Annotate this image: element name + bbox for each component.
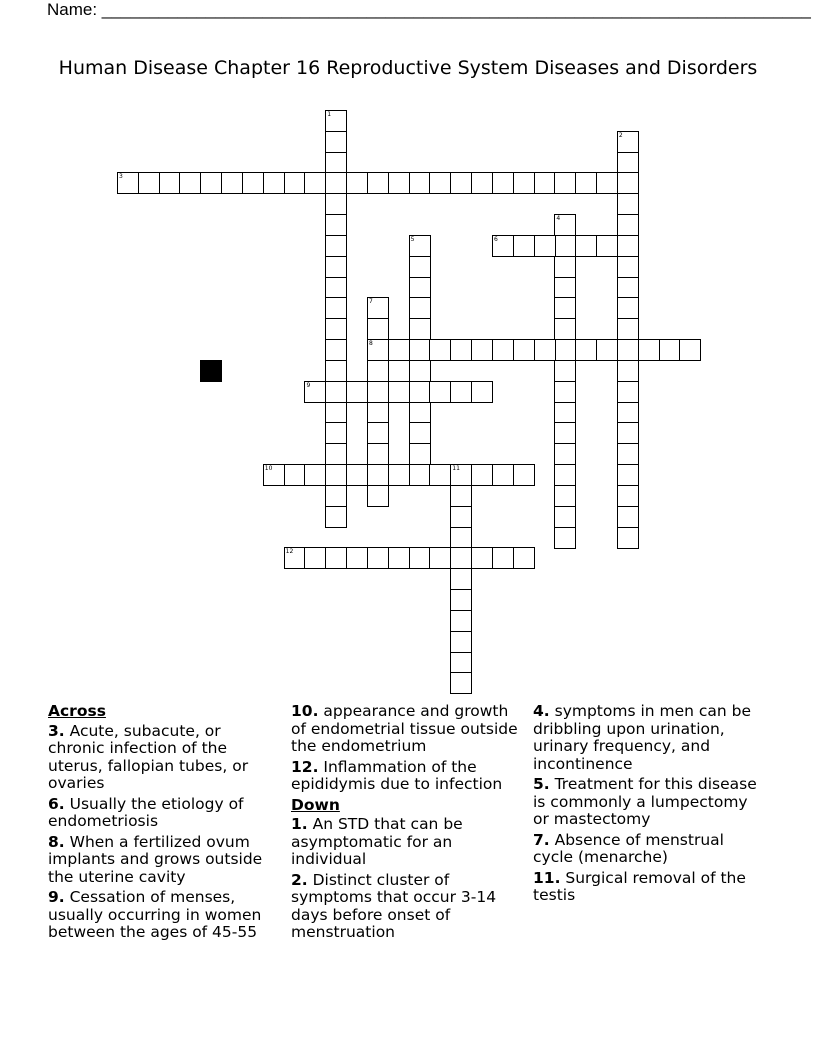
grid-cell[interactable] [325,464,347,486]
grid-cell[interactable] [554,277,576,299]
grid-cell[interactable] [554,318,576,340]
clue-text: Surgical removal of the testis [533,868,746,904]
grid-cell[interactable] [617,464,639,486]
grid-cell[interactable] [554,443,576,465]
grid-cell[interactable] [409,402,431,424]
grid-cell[interactable] [471,381,493,403]
grid-cell[interactable] [471,339,493,361]
grid-cell[interactable] [409,277,431,299]
clues-column-3 [533,703,765,908]
clue-number: 11. [533,868,561,887]
grid-cell[interactable] [617,172,639,194]
grid-cell[interactable] [409,464,431,486]
grid-cell[interactable] [450,172,472,194]
clue-text: appearance and growth of endometrial tissue outside the endometrium [291,702,518,755]
grid-cell[interactable] [367,318,389,340]
grid-cell[interactable] [554,506,576,528]
across-clue [48,723,280,793]
grid-cell[interactable] [159,172,181,194]
grid-cell[interactable] [325,485,347,507]
across-clue [291,759,523,794]
cell-number: 12 [285,548,294,556]
grid-cell[interactable] [346,464,368,486]
grid-cell[interactable] [617,277,639,299]
grid-cell[interactable] [471,172,493,194]
grid-cell[interactable] [513,547,535,569]
grid-cell[interactable] [367,297,389,319]
grid-cell[interactable] [325,506,347,528]
grid-cell[interactable] [554,214,576,236]
grid-cell[interactable] [325,318,347,340]
across-heading: Across [48,702,106,720]
grid-cell[interactable] [325,547,347,569]
grid-cell[interactable] [325,402,347,424]
grid-cell[interactable] [200,172,222,194]
grid-cell[interactable] [388,547,410,569]
grid-cell[interactable] [450,381,472,403]
cell-number: 1 [327,111,332,118]
clue-number: 2. [291,870,308,889]
grid-cell[interactable] [617,297,639,319]
grid-cell[interactable] [492,547,514,569]
grid-cell[interactable] [617,443,639,465]
grid-cell[interactable] [388,172,410,194]
grid-cell[interactable] [325,110,347,132]
grid-cell[interactable] [429,381,451,403]
black-cell [200,360,222,382]
grid-cell[interactable] [409,422,431,444]
grid-cell[interactable] [388,381,410,403]
grid-cell[interactable] [617,381,639,403]
grid-cell[interactable] [450,547,472,569]
grid-cell[interactable] [304,172,326,194]
cell-number: 11 [452,465,460,473]
grid-cell[interactable] [513,339,535,361]
down-clue [291,872,523,942]
clue-number: 6. [48,794,65,813]
grid-cell[interactable] [534,235,556,257]
grid-cell[interactable] [409,318,431,340]
grid-cell[interactable] [471,464,493,486]
cell-number: 7 [368,298,373,306]
grid-cell[interactable] [325,193,347,215]
grid-cell[interactable] [429,172,451,194]
grid-cell[interactable] [388,464,410,486]
grid-cell[interactable] [304,547,326,569]
clue-text: Usually the etiology of endometriosis [48,794,244,830]
grid-cell[interactable] [492,235,514,257]
clue-number: 5. [533,775,550,793]
clue-text: Treatment for this disease is commonly a lumpectomy or mastectomy [533,775,757,828]
grid-cell[interactable] [554,485,576,507]
grid-cell[interactable] [429,464,451,486]
across-clue [48,889,280,942]
grid-cell[interactable] [554,235,576,257]
grid-cell[interactable] [429,339,451,361]
across-clue-list [48,723,280,942]
grid-cell[interactable] [450,339,472,361]
grid-cell[interactable] [617,214,639,236]
clue-text: Distinct cluster of symptoms that occur 3-14 days before onset of menstruation [291,870,497,941]
grid-cell[interactable] [450,527,472,549]
grid-cell[interactable] [367,339,389,361]
grid-cell[interactable] [554,172,576,194]
grid-cell[interactable] [325,381,347,403]
grid-cell[interactable] [325,214,347,236]
grid-cell[interactable] [450,652,472,674]
down-clue [291,816,523,869]
down-heading: Down [291,795,340,814]
grid-cell[interactable] [638,339,660,361]
clue-text: Acute, subacute, or chronic infection of the uterus, fallopian tubes, or ovaries [48,721,249,792]
grid-cell[interactable] [221,172,243,194]
grid-cell[interactable] [450,506,472,528]
grid-cell[interactable] [346,547,368,569]
grid-cell[interactable] [367,443,389,465]
grid-cell[interactable] [617,235,639,257]
down-clue [533,776,765,829]
cell-number: 8 [368,340,373,348]
clue-text: Cessation of menses, usually occurring in women between the ages of 45-55 [48,888,262,941]
grid-cell[interactable] [617,318,639,340]
cell-number: 5 [410,235,415,243]
page-title: Human Disease Chapter 16 Reproductive System Diseases and Disorders [58,57,758,79]
grid-cell[interactable] [575,172,597,194]
grid-cell[interactable] [679,339,701,361]
clue-number: 8. [48,832,65,851]
grid-cell[interactable] [263,464,285,486]
grid-cell[interactable] [263,172,285,194]
clue-number: 3. [48,721,65,740]
grid-cell[interactable] [450,672,472,694]
grid-cell[interactable] [284,172,306,194]
grid-cell[interactable] [242,172,264,194]
cell-number: 4 [556,215,561,223]
clue-number: 4. [533,702,550,720]
grid-cell[interactable] [513,235,535,257]
grid-cell[interactable] [367,172,389,194]
grid-cell[interactable] [617,422,639,444]
grid-cell[interactable] [450,589,472,611]
clue-number: 9. [48,888,65,906]
grid-cell[interactable] [617,152,639,174]
grid-cell[interactable] [450,631,472,653]
grid-cell[interactable] [471,547,493,569]
grid-cell[interactable] [325,360,347,382]
grid-cell[interactable] [617,402,639,424]
grid-cell[interactable] [367,402,389,424]
grid-cell[interactable] [325,443,347,465]
grid-cell[interactable] [596,235,618,257]
clue-number: 10. [291,702,319,720]
grid-cell[interactable] [325,131,347,153]
grid-cell[interactable] [617,506,639,528]
grid-cell[interactable] [325,297,347,319]
grid-cell[interactable] [575,339,597,361]
grid-cell[interactable] [325,422,347,444]
grid-cell[interactable] [617,527,639,549]
grid-cell[interactable] [617,360,639,382]
grid-cell[interactable] [409,360,431,382]
grid-cell[interactable] [554,527,576,549]
grid-cell[interactable] [554,360,576,382]
clue-text: symptoms in men can be dribbling upon urination, urinary frequency, and incontinence [533,702,752,773]
grid-cell[interactable] [367,381,389,403]
grid-cell[interactable] [659,339,681,361]
clue-number: 7. [533,830,550,849]
clues-column-2 [291,703,523,945]
grid-cell[interactable] [409,235,431,257]
grid-cell[interactable] [409,297,431,319]
grid-cell[interactable] [388,339,410,361]
grid-cell[interactable] [367,360,389,382]
clue-text: Inflammation of the epididymis due to infection [291,757,503,793]
grid-cell[interactable] [367,464,389,486]
grid-cell[interactable] [325,172,347,194]
grid-cell[interactable] [325,339,347,361]
grid-cell[interactable] [304,381,326,403]
clue-number: 1. [291,815,308,833]
grid-cell[interactable] [450,464,472,486]
down-clue [533,703,765,773]
grid-cell[interactable] [513,172,535,194]
grid-cell[interactable] [492,464,514,486]
grid-cell[interactable] [450,485,472,507]
grid-cell[interactable] [554,422,576,444]
grid-cell[interactable] [534,339,556,361]
cell-number: 3 [119,173,123,181]
grid-cell[interactable] [117,172,139,194]
grid-cell[interactable] [554,256,576,278]
grid-cell[interactable] [304,464,326,486]
grid-cell[interactable] [492,172,514,194]
grid-cell[interactable] [409,547,431,569]
name-field[interactable]: Name: ___________________________________________________________________________ [47,0,811,19]
grid-cell[interactable] [617,485,639,507]
grid-cell[interactable] [429,547,451,569]
across-clue [48,834,280,887]
grid-cell[interactable] [409,443,431,465]
grid-cell[interactable] [367,485,389,507]
clue-text: An STD that can be asymptomatic for an individual [291,815,463,868]
down-clue [533,870,765,905]
grid-cell[interactable] [409,172,431,194]
grid-cell[interactable] [409,256,431,278]
grid-cell[interactable] [617,339,639,361]
grid-cell[interactable] [596,172,618,194]
cell-number: 2 [618,131,623,139]
grid-cell[interactable] [554,297,576,319]
grid-cell[interactable] [346,381,368,403]
grid-cell[interactable] [617,256,639,278]
clue-number: 12. [291,757,319,776]
across-clue [48,796,280,831]
down-clue-list-continued [533,703,765,905]
grid-cell[interactable] [534,172,556,194]
grid-cell[interactable] [325,277,347,299]
grid-cell[interactable] [513,464,535,486]
across-clue [291,703,523,756]
grid-cell[interactable] [138,172,160,194]
grid-cell[interactable] [367,422,389,444]
grid-cell[interactable] [492,339,514,361]
grid-cell[interactable] [617,193,639,215]
grid-cell[interactable] [179,172,201,194]
grid-cell[interactable] [596,339,618,361]
clue-text: Absence of menstrual cycle (menarche) [533,830,724,866]
grid-cell[interactable] [450,610,472,632]
grid-cell[interactable] [554,339,576,361]
cell-number: 6 [493,235,498,243]
clue-text: When a fertilized ovum implants and grows outside the uterine cavity [48,832,263,886]
down-clue-list [291,816,523,942]
grid-cell[interactable] [284,547,306,569]
cell-number: 10 [264,465,273,473]
down-clue [533,832,765,867]
grid-cell[interactable] [325,235,347,257]
across-clue-list-continued [291,703,523,794]
grid-cell[interactable] [554,381,576,403]
clues-column-1 [48,703,280,945]
grid-cell[interactable] [325,256,347,278]
cell-number: 9 [306,381,311,389]
grid-cell[interactable] [346,172,368,194]
grid-cell[interactable] [450,568,472,590]
grid-cell[interactable] [617,131,639,153]
grid-cell[interactable] [575,235,597,257]
grid-cell[interactable] [409,339,431,361]
grid-cell[interactable] [554,402,576,424]
grid-cell[interactable] [409,381,431,403]
grid-cell[interactable] [284,464,306,486]
grid-cell[interactable] [367,547,389,569]
grid-cell[interactable] [325,152,347,174]
grid-cell[interactable] [554,464,576,486]
